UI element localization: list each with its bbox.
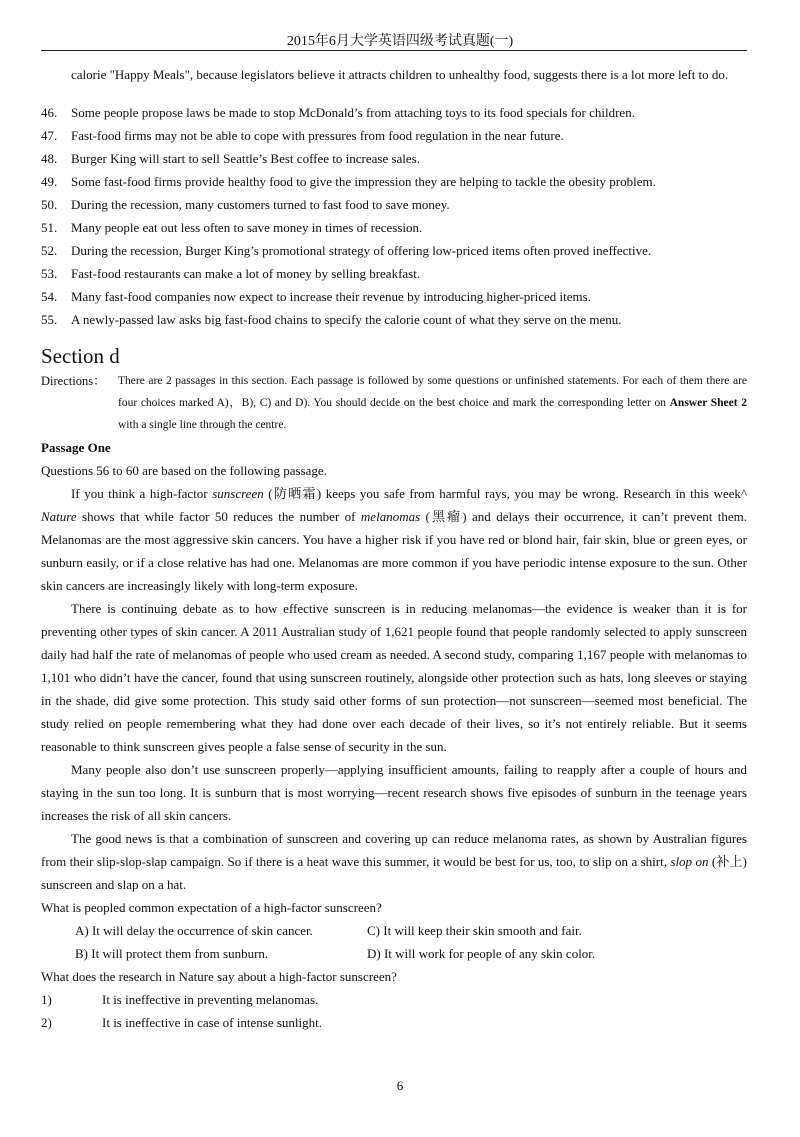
header-rule — [41, 50, 747, 51]
directions-text — [118, 370, 747, 436]
section-title: Section d — [41, 344, 120, 368]
statement-item — [41, 147, 747, 170]
p4-text-a: The good news is that a combination of sunscreen and covering up can reduce melanoma rates, as shown by Australian figures from their slip-slop-slap campaign. So if there is a heat wave this summer, it would be best for us, too, to slip on a shirt, — [41, 831, 747, 869]
statement-number: 47. — [41, 128, 58, 143]
option-item — [41, 1011, 747, 1034]
directions — [41, 370, 747, 436]
page-header-title: 2015年6月大学英语四级考试真题(一) — [286, 34, 514, 49]
directions-body: There are 2 passages in this section. Each passage is followed by some questions or unfinished statements. For each of them there are four choices marked A)，B), C) and D). You should decide on the best choice and mark the corresponding letter on — [118, 375, 747, 409]
passage-intro: Questions 56 to 60 are based on the following passage. — [41, 463, 327, 478]
statement-item — [41, 170, 747, 193]
statement-text: Fast-food restaurants can make a lot of money by selling breakfast. — [71, 266, 421, 281]
statement-number: 54. — [41, 289, 58, 304]
statement-text: Fast-food firms may not be able to cope with pressures from food regulation in the near future. — [71, 128, 564, 143]
statement-text: Burger King will start to sell Seattle’s Best coffee to increase sales. — [71, 151, 420, 166]
p1-text-a: If you think a high-factor — [71, 486, 208, 501]
statement-number: 49. — [41, 174, 58, 189]
choice-c: C) It will keep their skin smooth and fair. — [367, 923, 582, 938]
statement-item — [41, 193, 747, 216]
option-number: 1) — [41, 992, 52, 1007]
p1-text-e: shows that while factor 50 reduces the number of — [82, 509, 356, 524]
statement-text: During the recession, Burger King’s promotional strategy of offering low-priced items often proved ineffective. — [71, 243, 652, 258]
p1-term-melanomas: melanomas — [360, 509, 421, 524]
p4-term-slop-on: slop on — [670, 854, 709, 869]
statement-number: 55. — [41, 312, 58, 327]
statement-number: 53. — [41, 266, 58, 281]
statement-text: A newly-passed law asks big fast-food chains to specify the calorie count of what they serve on the menu. — [71, 312, 622, 327]
statement-item — [41, 308, 747, 331]
p4-text-c: (补上) sunscreen and slap on a hat. — [41, 854, 747, 892]
passage-paragraph-3: Many people also don’t use sunscreen properly—applying insufficient amounts, failing to reapply after a couple of hours and staying in the sun too long. It is sunburn that is most worrying—recent research shows five episodes of sunburn in the teenage years increases the risk of all skin cancers. — [41, 762, 747, 823]
choice-d: D) It will work for people of any skin color. — [367, 946, 596, 961]
option-item — [41, 988, 747, 1011]
statement-number: 52. — [41, 243, 58, 258]
statement-item — [41, 101, 747, 124]
passage-paragraph-4 — [41, 827, 747, 896]
statement-text: During the recession, many customers turned to fast food to save money. — [71, 197, 450, 212]
directions-label: Directions： — [41, 374, 106, 388]
statement-item — [41, 216, 747, 239]
statement-text: Some people propose laws be made to stop McDonald’s from attaching toys to its food specials for children. — [71, 105, 635, 120]
p1-text-g: (黑瘤) and delays their occurrence, it can’t prevent them. Melanomas are the most aggressive skin cancers. You have a higher risk if you have red or blond hair, fair skin, blue or green eyes, or sunburn easily, or if a close relative has had one. Melanomas are more common if you have periodic intense exposure to the sun. Other skin cancers are increasingly likely with long-term exposure. — [41, 509, 748, 593]
question-options — [41, 988, 747, 1034]
passage-paragraph-2: There is continuing debate as to how effective sunscreen is in reducing melanomas—the evidence is weaker than it is for preventing other types of skin cancer. A 2011 Australian study of 1,621 people found that people randomly selected to apply sunscreen daily had half the rate of melanomas of people who used cream as needed. A second study, comparing 1,167 people with melanomas to 1,101 who didn’t have the cancer, found that using sunscreen routinely, alongside other protection such as hats, long sleeves or staying in the shade, did give some protection. This study said other forms of sun protection—not sunscreen—seemed most beneficial. The study relied on people remembering what they had done over each decade of their lives, so it’s not entirely reliable. But it seems reasonable to think sunscreen gives people a false sense of security in the sun. — [41, 601, 747, 754]
statement-number: 46. — [41, 105, 58, 120]
statement-item — [41, 262, 747, 285]
directions-tail: with a single line through the centre. — [118, 419, 287, 431]
question-choices — [41, 919, 747, 965]
question-stem: What is peopled common expectation of a high-factor sunscreen? — [41, 900, 382, 915]
page-content — [41, 62, 747, 1034]
option-text: It is ineffective in case of intense sunlight. — [102, 1015, 322, 1030]
statement-text: Many people eat out less often to save money in times of recession. — [71, 220, 423, 235]
choice-a: A) It will delay the occurrence of skin cancer. — [75, 923, 313, 938]
statement-text: Some fast-food firms provide healthy food to give the impression they are helping to tackle the obesity problem. — [71, 174, 656, 189]
p1-term-sunscreen: sunscreen — [212, 486, 264, 501]
statement-number: 48. — [41, 151, 58, 166]
choice-b: B) It will protect them from sunburn. — [75, 946, 269, 961]
continuation-paragraph: calorie "Happy Meals", because legislators believe it attracts children to unhealthy food, suggests there is a lot more left to do. — [71, 67, 729, 82]
option-number: 2) — [41, 1015, 52, 1030]
page-number: 6 — [396, 1078, 404, 1093]
p1-term-nature: Nature — [41, 509, 77, 524]
passage-title: Passage One — [41, 440, 111, 455]
statement-item — [41, 285, 747, 308]
statement-item — [41, 124, 747, 147]
question-stem: What does the research in Nature say about a high-factor sunscreen? — [41, 969, 397, 984]
statement-item — [41, 239, 747, 262]
directions-answer-sheet: Answer Sheet 2 — [669, 397, 748, 409]
option-text: It is ineffective in preventing melanomas. — [102, 992, 319, 1007]
statement-text: Many fast-food companies now expect to increase their revenue by introducing higher-priced items. — [71, 289, 591, 304]
statement-list — [41, 101, 747, 331]
p1-text-c: (防晒霜) keeps you safe from harmful rays, you may be wrong. Research in this week^ — [268, 486, 748, 501]
passage-paragraph-1 — [41, 482, 747, 597]
statement-number: 50. — [41, 197, 58, 212]
statement-number: 51. — [41, 220, 58, 235]
